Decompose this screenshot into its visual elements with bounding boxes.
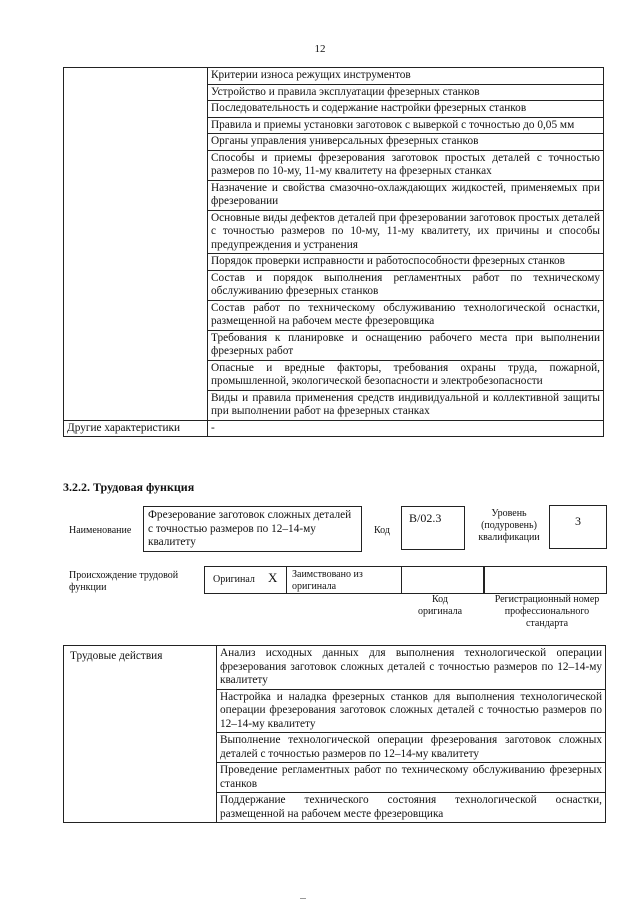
knowledge-item: Назначение и свойства смазочно-охлаждающих жидкостей, применяемых при фрезеровании	[208, 180, 604, 210]
original-code-cell	[402, 566, 484, 594]
knowledge-item: Устройство и правила эксплуатации фрезерных станков	[208, 84, 604, 101]
function-code-box: B/02.3	[401, 506, 465, 550]
labor-action-item: Настройка и наладка фрезерных станков для выполнения технологической операции фрезерования заготовок сложных деталей с точностью размеров по 12–14-му квалитету	[217, 689, 606, 733]
labor-actions-label: Трудовые действия	[64, 646, 217, 823]
origin-label: Происхождение трудовой функции	[69, 570, 179, 593]
code-label: Код	[374, 525, 390, 536]
knowledge-item: Состав и порядок выполнения регламентных работ по техническому обслуживанию фрезерных станков	[208, 270, 604, 300]
registration-number-caption: Регистрационный номер профессионального стандарта	[494, 594, 600, 629]
knowledge-item: Основные виды дефектов деталей при фрезеровании заготовок простых деталей с точностью размеров по 10-му, 11-му квалитету, их причины и способы предупреждения и устранения	[208, 210, 604, 254]
page-number: 12	[314, 43, 326, 55]
knowledge-item: Порядок проверки исправности и работоспособности фрезерных станков	[208, 254, 604, 271]
level-label: Уровень (подуровень) квалификации	[478, 508, 540, 543]
registration-number-cell	[484, 566, 607, 594]
knowledge-item: Критерии износа режущих инструментов	[208, 68, 604, 85]
knowledge-item: Виды и правила применения средств индивидуальной и коллективной защиты при выполнении работ на фрезерных станках	[208, 390, 604, 420]
knowledge-item: Правила и приемы установки заготовок с выверкой с точностью до 0,05 мм	[208, 117, 604, 134]
knowledge-label-cell	[64, 68, 208, 421]
footer-mark	[300, 898, 306, 899]
knowledge-item: Способы и приемы фрезерования заготовок простых деталей с точностью размеров по 10-му, 11-му квалитету на фрезерных станках	[208, 150, 604, 180]
other-characteristics-value: -	[208, 420, 604, 437]
original-code-caption: Код оригинала	[417, 594, 463, 617]
function-name-box: Фрезерование заготовок сложных деталей с точностью размеров по 12–14-му квалитету	[143, 506, 362, 552]
knowledge-item: Последовательность и содержание настройки фрезерных станков	[208, 101, 604, 118]
knowledge-item: Опасные и вредные факторы, требования охраны труда, пожарной, промышленной, экологической безопасности и электробезопасности	[208, 360, 604, 390]
original-mark: X	[268, 570, 278, 585]
labor-action-item: Проведение регламентных работ по техническому обслуживанию фрезерных станков	[217, 763, 606, 793]
level-value-box: 3	[549, 505, 607, 549]
labor-action-item: Анализ исходных данных для выполнения технологической операции фрезерования заготовок сложных деталей с точностью размеров по 12–14-му квалитету	[217, 646, 606, 690]
table-row	[64, 68, 604, 85]
name-label: Наименование	[69, 525, 132, 536]
section-title: 3.2.2. Трудовая функция	[63, 480, 195, 494]
table-row	[64, 420, 604, 437]
knowledge-item: Состав работ по техническому обслуживанию технологической оснастки, размещенной на рабочем месте фрезеровщика	[208, 300, 604, 330]
labor-action-item: Поддержание технического состояния технологической оснастки, размещенной на рабочем месте фрезеровщика	[217, 793, 606, 823]
table-row	[64, 646, 606, 690]
labor-actions-table	[63, 645, 606, 823]
borrowed-label: Заимствовано из оригинала	[292, 569, 363, 592]
knowledge-item: Требования к планировке и оснащению рабочего места при выполнении фрезерных работ	[208, 330, 604, 360]
other-characteristics-label: Другие характеристики	[64, 420, 208, 437]
knowledge-item: Органы управления универсальных фрезерных станков	[208, 134, 604, 151]
original-label: Оригинал	[213, 574, 255, 585]
knowledge-table	[63, 67, 604, 437]
labor-action-item: Выполнение технологической операции фрезерования заготовок сложных деталей с точностью размеров по 12–14-му квалитету	[217, 733, 606, 763]
